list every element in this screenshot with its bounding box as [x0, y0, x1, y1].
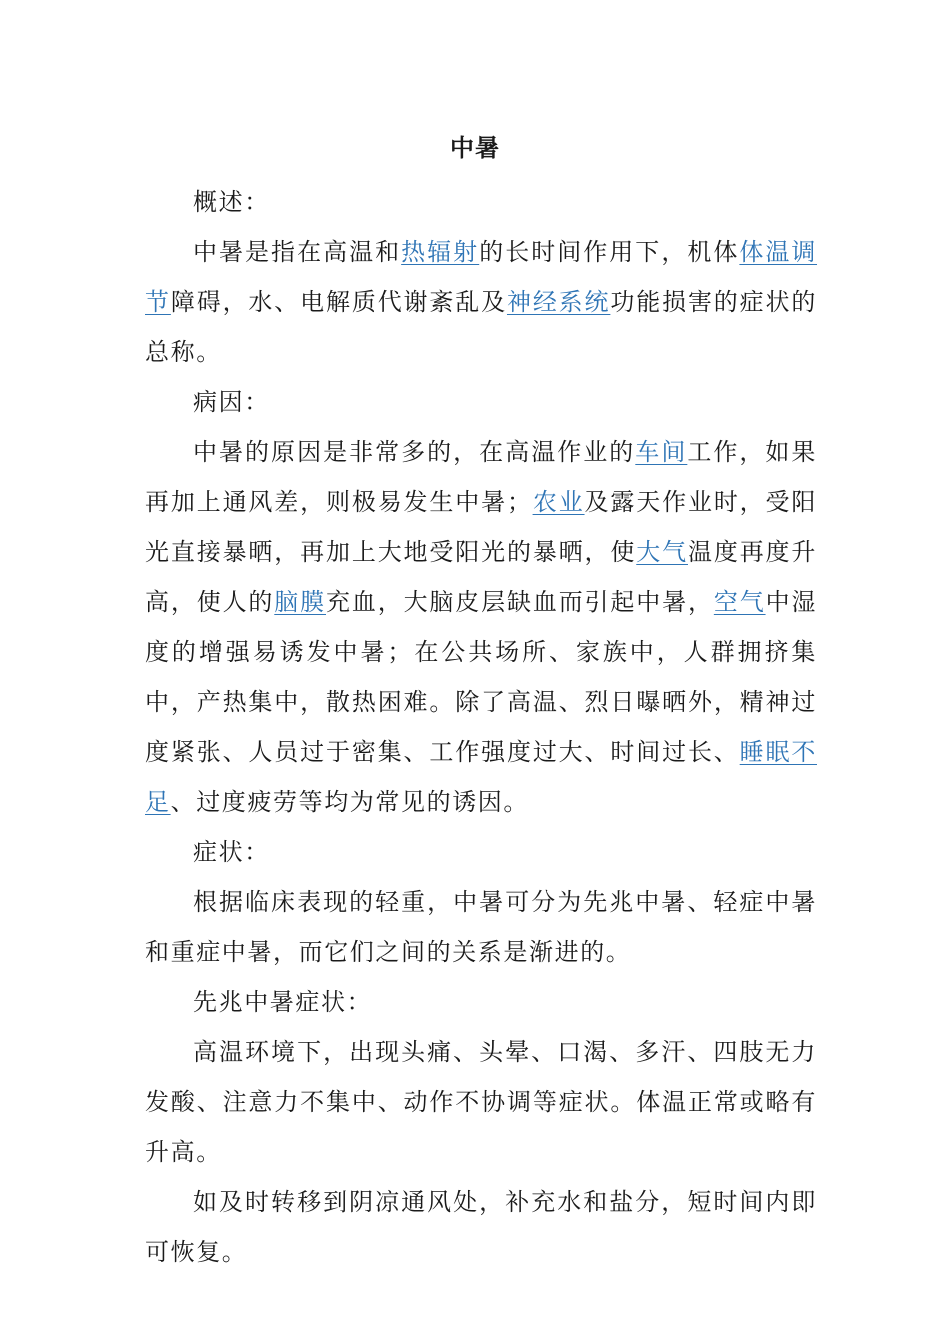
paragraph-text: 工作，如果再加上通风差，则极易发生中暑；: [145, 438, 818, 516]
inline-link[interactable]: 睡眠不足: [145, 738, 817, 816]
paragraph: [145, 877, 817, 977]
paragraph-text: 根据临床表现的轻重，中暑可分为先兆中暑、轻症中暑和重症中暑，而它们之间的关系是渐进的。: [145, 888, 817, 966]
paragraph-text: 先兆中暑症状：: [193, 988, 373, 1016]
inline-link[interactable]: 体温调节: [145, 238, 818, 316]
paragraph: [145, 977, 817, 1027]
inline-link[interactable]: 神经系统: [506, 288, 611, 316]
inline-link[interactable]: 车间: [635, 438, 688, 466]
paragraph-text: 及露天作业时，受阳光直接暴晒，再加上大地受阳光的暴晒，使: [145, 488, 817, 566]
paragraph-text: 高温环境下，出现头痛、头晕、口渴、多汗、四肢无力发酸、注意力不集中、动作不协调等症状。体温正常或略有升高。: [145, 1038, 817, 1166]
paragraph-text: 病因：: [193, 388, 270, 416]
paragraph-text: 障碍，水、电解质代谢紊乱及: [170, 288, 507, 316]
inline-link[interactable]: 热辐射: [401, 238, 480, 266]
paragraph-text: 温度再度升高，使人的: [145, 538, 818, 616]
document-title: 中暑: [450, 134, 500, 162]
paragraph-text: 如及时转移到阴凉通风处，补充水和盐分，短时间内即可恢复。: [145, 1188, 817, 1266]
paragraph: [145, 227, 817, 377]
paragraph: [145, 177, 817, 227]
paragraph-text: 功能损害的症状的总称。: [145, 288, 817, 366]
paragraph: [145, 1027, 817, 1177]
inline-link[interactable]: 农业: [532, 488, 585, 516]
paragraph-text: 概述：: [193, 188, 270, 216]
paragraph-text: 、过度疲劳等均为常见的诱因。: [170, 788, 530, 816]
paragraph-text: 中暑的原因是非常多的，在高温作业的: [193, 438, 636, 466]
paragraph: [145, 427, 817, 827]
paragraph-text: 中暑是指在高温和: [193, 238, 402, 266]
paragraph-text: 症状：: [193, 838, 270, 866]
paragraph-text: 的长时间作用下，机体: [479, 238, 740, 266]
document-body: [145, 177, 817, 1277]
paragraph: [145, 827, 817, 877]
inline-link[interactable]: 脑膜: [274, 588, 326, 616]
paragraph: [145, 1177, 817, 1277]
inline-link[interactable]: 空气: [713, 588, 766, 616]
paragraph-text: 充血，大脑皮层缺血而引起中暑，: [326, 588, 714, 616]
paragraph-text: 中湿度的增强易诱发中暑；在公共场所、家族中，人群拥挤集中，产热集中，散热困难。除了高温、烈日曝晒外，精神过度紧张、人员过于密集、工作强度过大、时间过长、: [145, 588, 818, 766]
paragraph: [145, 377, 817, 427]
inline-link[interactable]: 大气: [636, 538, 688, 566]
